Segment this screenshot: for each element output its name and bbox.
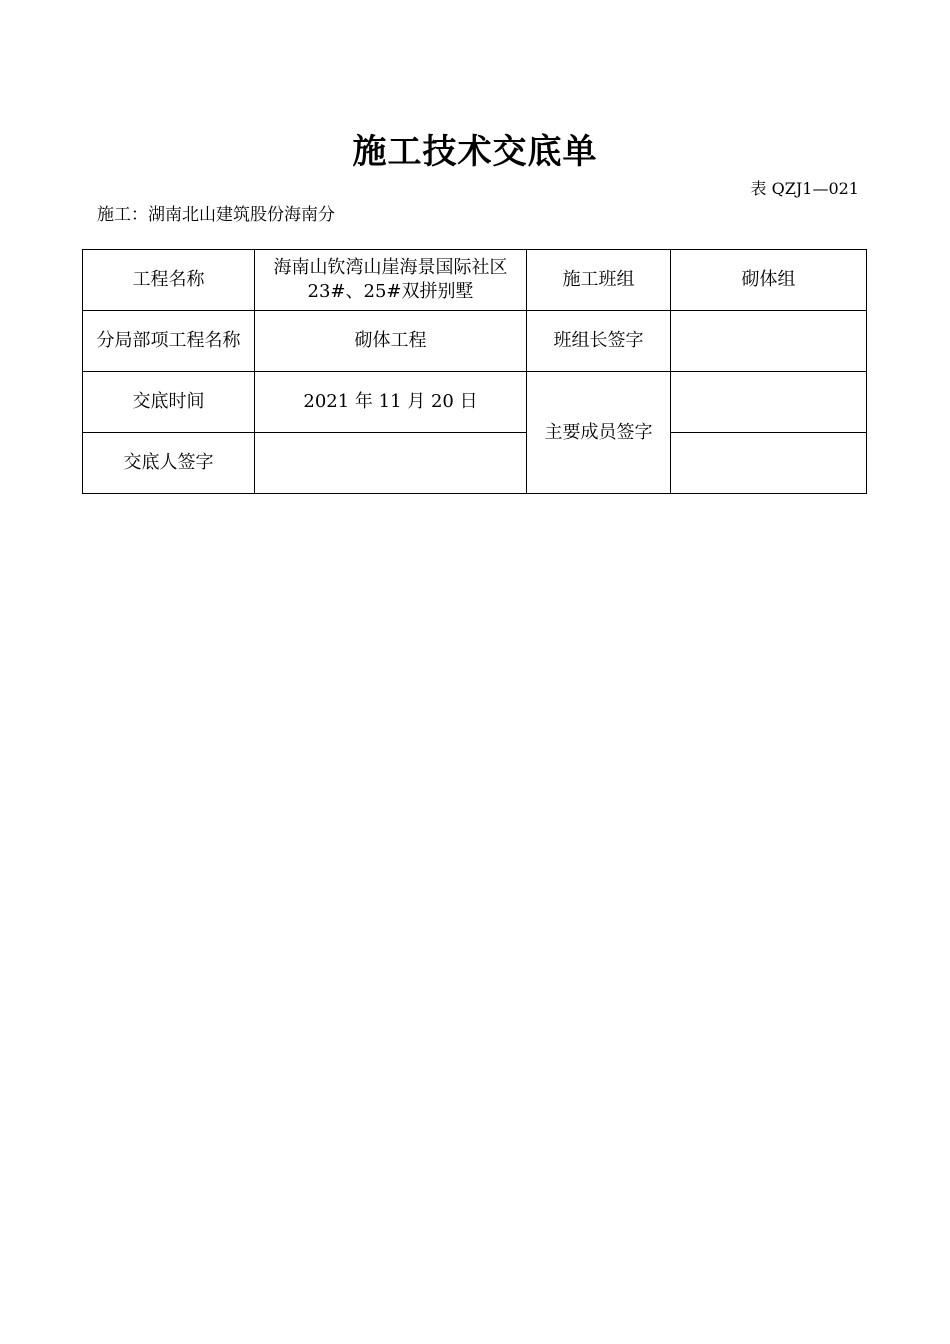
table-row bbox=[83, 433, 867, 494]
division-value: 砌体工程 bbox=[255, 311, 527, 372]
page-title: 施工技术交底单 bbox=[352, 132, 598, 172]
table-row bbox=[83, 311, 867, 372]
presenter-sign-label: 交底人签字 bbox=[83, 433, 255, 494]
project-name-line1: 海南山钦湾山崖海景国际社区 bbox=[273, 257, 508, 278]
project-name-value bbox=[255, 250, 527, 311]
members-sign-label: 主要成员签字 bbox=[527, 372, 671, 494]
date-label: 交底时间 bbox=[83, 372, 255, 433]
presenter-sign-field[interactable] bbox=[255, 433, 527, 494]
team-label: 施工班组 bbox=[527, 250, 671, 311]
project-name-line2: 23#、25#双拼别墅 bbox=[307, 281, 474, 302]
team-value: 砌体组 bbox=[671, 250, 867, 311]
members-sign-field-1[interactable] bbox=[671, 372, 867, 433]
division-label: 分局部项工程名称 bbox=[83, 311, 255, 372]
constructor-line: 施工：湖南北山建筑股份海南分 bbox=[97, 205, 335, 225]
table-row bbox=[83, 250, 867, 311]
members-sign-field-2[interactable] bbox=[671, 433, 867, 494]
project-name-label: 工程名称 bbox=[83, 250, 255, 311]
leader-sign-field[interactable] bbox=[671, 311, 867, 372]
date-value: 2021 年 11 月 20 日 bbox=[255, 372, 527, 433]
table-row bbox=[83, 372, 867, 433]
briefing-table bbox=[82, 249, 867, 494]
leader-sign-label: 班组长签字 bbox=[527, 311, 671, 372]
form-number: 表 QZJ1—021 bbox=[750, 179, 859, 198]
